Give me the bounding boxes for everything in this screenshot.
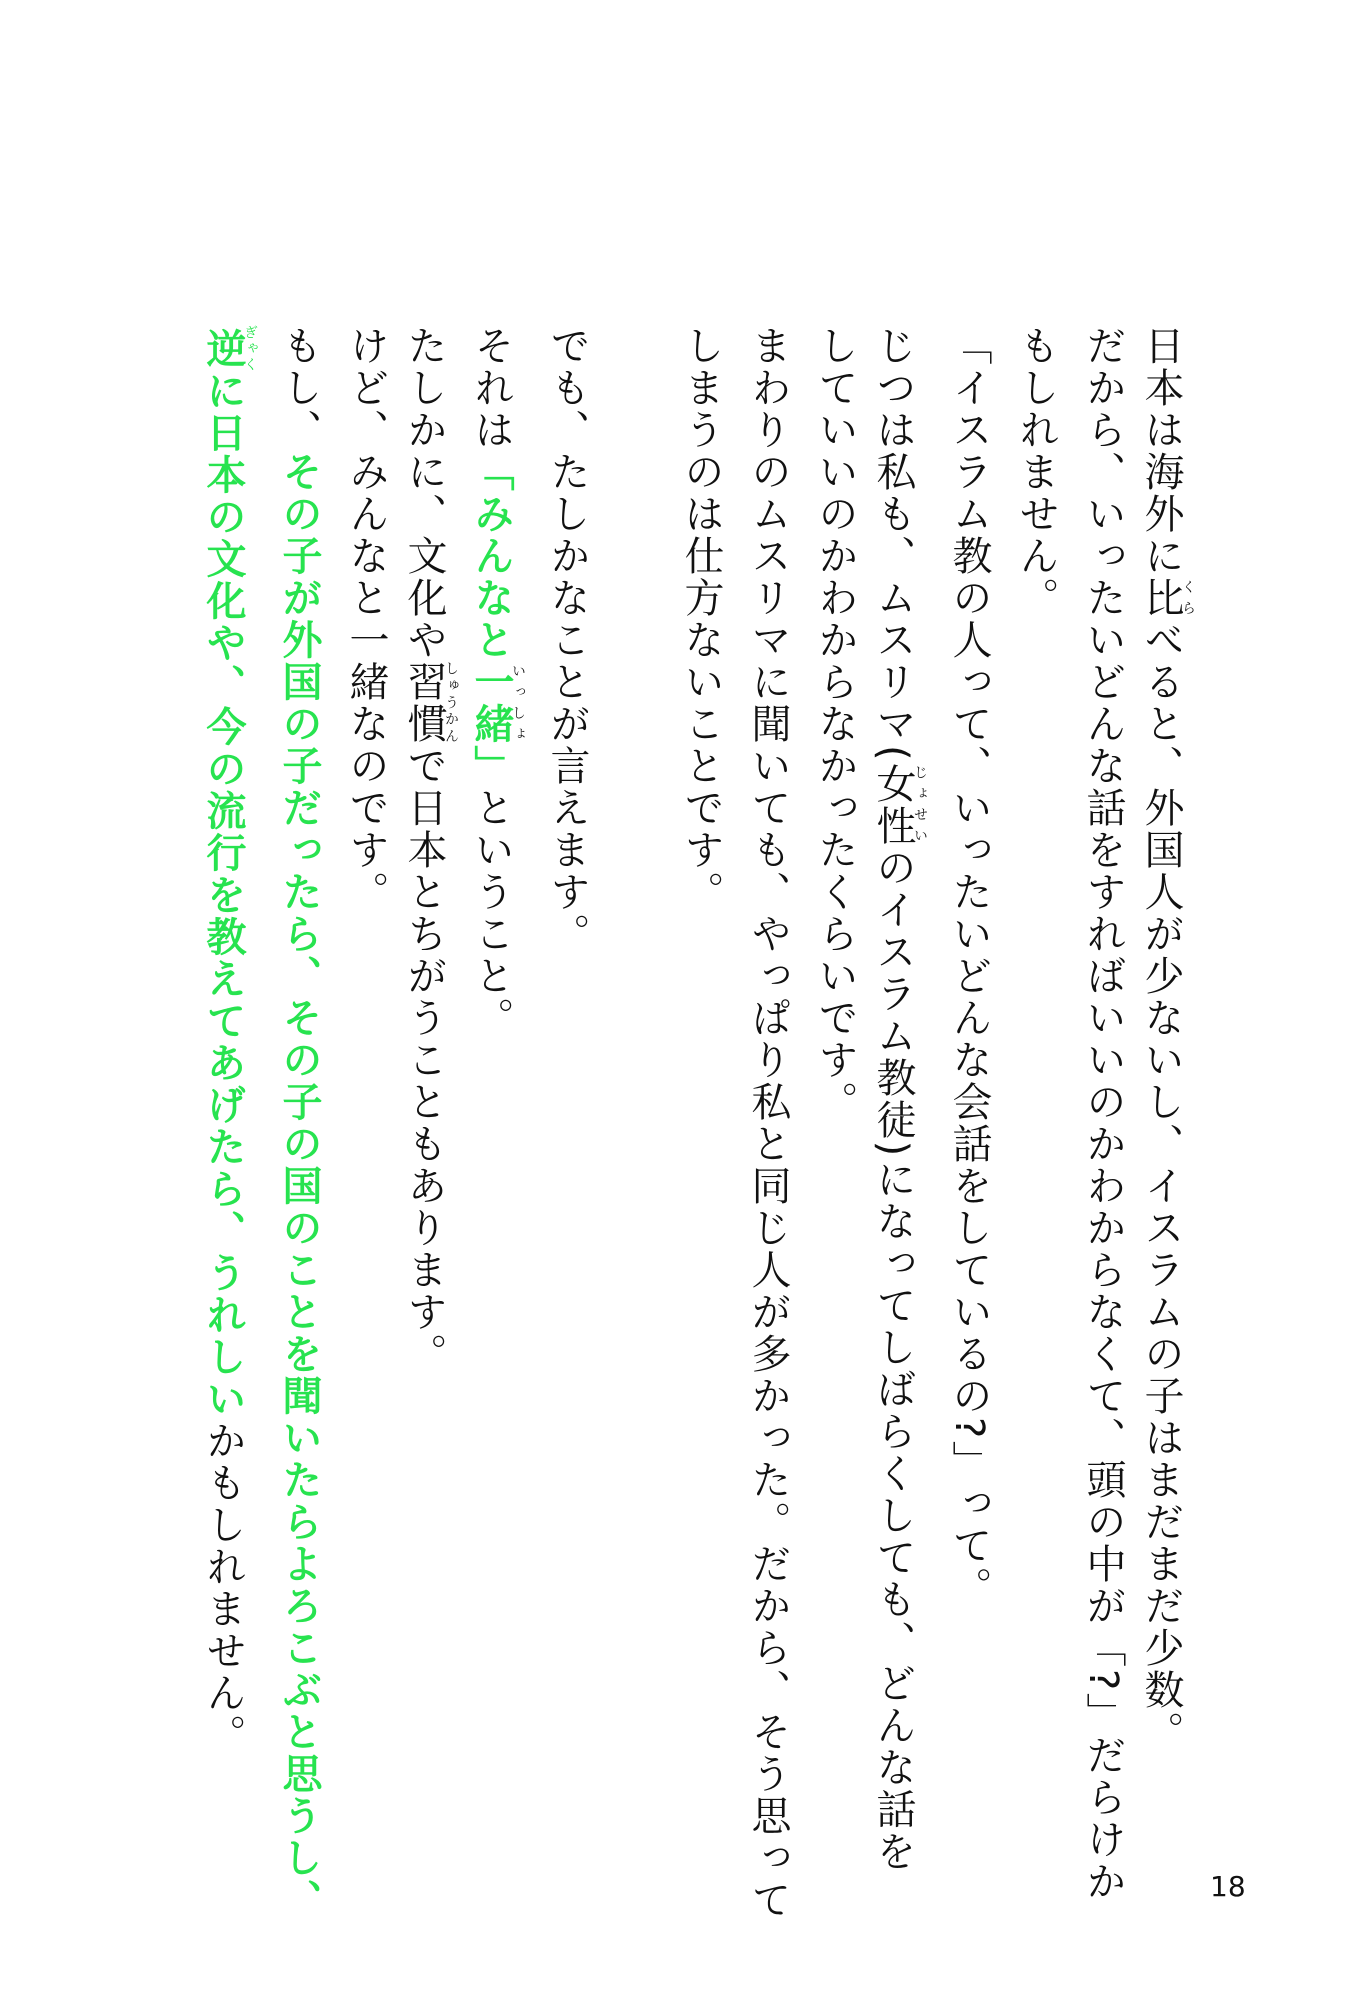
text-line-13: もし、その子が外国の子だったら、その子の国のことを聞いたらよろこぶと思うし、 [276,325,322,1921]
ruby-shuukan: 習慣しゅうかん [401,661,459,745]
text-line-14: 逆ぎゃくに日本の文化や、今の流行を教えてあげたら、うれしいかもしれません。 [200,325,258,1756]
text-line-7: まわりのムスリマに聞いても、やっぱり私と同じ人が多かった。だから、そう思って [745,325,791,1921]
text-line-2: だから、いったいどんな話をすればいいのかわからなくて、頭の中が「?」だらけか [1080,325,1126,1903]
text-line-5: じつは私も、ムスリマ(女性じょせいのイスラム教徒)になってしばらくしても、どんな話を [870,325,928,1873]
ruby-kura: 比くら [1138,577,1196,619]
text-line-8: しまうのは仕方ないことです。 [678,325,724,913]
text-line-11: たしかに、文化や習慣しゅうかんで日本とちがうこともあります。 [401,325,459,1375]
text-line-4: 「イスラム教の人って、いったいどんな会話をしているの?」って。 [946,325,992,1609]
ruby-josei: 女性じょせい [870,762,928,847]
text-line-6: していいのかわからなかったくらいです。 [812,325,858,1123]
text-line-10: それは「みんなと一緒いっしょ」ということ。 [468,325,526,1039]
highlight-sonoko: その子が外国の子だったら、その子の国のことを聞いたらよろこぶと思うし、 [276,451,322,1921]
highlight-gyaku: 逆ぎゃくに日本の文化や、今の流行を教えてあげたら、うれしい [200,325,258,1420]
text-line-3: もしれません。 [1013,325,1059,619]
page-number: 18 [1210,1870,1246,1903]
ruby-gyaku: 逆ぎゃく [200,325,258,373]
text-line-12: けど、みんなと一緒なのです。 [343,325,389,913]
text-line-9: でも、たしかなことが言えます。 [544,325,590,955]
text-line-1: 日本は海外に比くらべると、外国人が少ないし、イスラムの子はまだまだ少数。 [1138,325,1196,1753]
ruby-issho: 一緒いっしょ [468,661,526,745]
highlight-minna-issho: 「みんなと一緒いっしょ」 [468,451,526,787]
